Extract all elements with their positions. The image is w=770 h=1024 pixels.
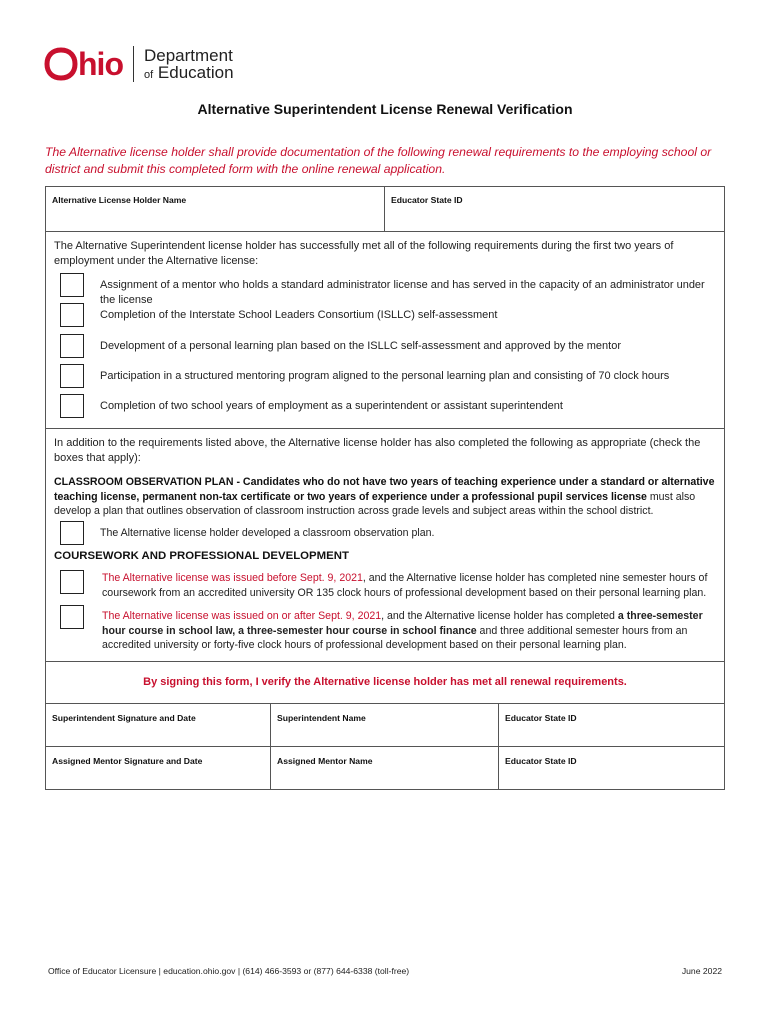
- page-footer: [48, 966, 722, 976]
- ohio-state-outline-icon: [44, 47, 78, 81]
- superintendent-signature-field[interactable]: [46, 704, 271, 746]
- footer-date: June 2022: [681, 966, 722, 976]
- coursework-after-checkbox[interactable]: [60, 605, 84, 629]
- superintendent-educator-id-field[interactable]: [499, 704, 724, 746]
- superintendent-educator-id-label: Educator State ID: [505, 713, 577, 723]
- coursework-before-date: The Alternative license was issued before Sept. 9, 2021: [102, 572, 363, 584]
- requirement-checkbox-plan[interactable]: [60, 334, 84, 358]
- requirements-intro: The Alternative Superintendent license holder has successfully met all of the following requirements during the first two years of employment under the Alternative license:: [54, 240, 674, 267]
- dept-of: of: [143, 69, 154, 81]
- coursework-before-text: [102, 571, 722, 600]
- observation-plan-text: [54, 475, 718, 519]
- department-name: [144, 47, 234, 81]
- coursework-after-date: The Alternative license was issued on or after Sept. 9, 2021: [102, 610, 382, 622]
- observation-plan-rest: must also develop a plan that outlines observation of classroom instruction across grade levels and subject areas within the school district.: [54, 490, 696, 517]
- observation-plan-item: The Alternative license holder developed a classroom observation plan.: [100, 527, 435, 539]
- requirement-checkbox-employment[interactable]: [60, 394, 84, 418]
- coursework-after-text: [102, 609, 722, 653]
- coursework-heading: COURSEWORK AND PROFESSIONAL DEVELOPMENT: [54, 550, 349, 562]
- logo-divider: [133, 46, 134, 82]
- holder-educator-id-field[interactable]: [385, 187, 724, 231]
- holder-educator-id-label: Educator State ID: [391, 195, 463, 205]
- observation-plan-checkbox[interactable]: [60, 521, 84, 545]
- superintendent-signature-row: [46, 704, 724, 747]
- holder-info-row: [46, 187, 724, 232]
- requirement-item-plan: Development of a personal learning plan based on the ISLLC self-assessment and approved by the mentor: [100, 340, 621, 352]
- dept-line-1: Department: [143, 46, 233, 65]
- mentor-educator-id-label: Educator State ID: [505, 756, 577, 766]
- requirement-checkbox-isllc[interactable]: [60, 303, 84, 327]
- observation-plan-heading: CLASSROOM OBSERVATION PLAN - Candidates who do not have two years of teaching experience under a standard or alternative teaching license, permanent non-tax certificate or two years of experience under a professional pupil services license: [54, 476, 715, 503]
- mentor-educator-id-field[interactable]: [499, 747, 724, 790]
- coursework-after-rest: and three additional semester hours from an accredited university or forty-five clock hours of professional development based on their personal learning plan.: [102, 624, 688, 651]
- superintendent-signature-label: Superintendent Signature and Date: [52, 713, 196, 723]
- mentor-name-label: Assigned Mentor Name: [277, 756, 373, 766]
- mentor-signature-label: Assigned Mentor Signature and Date: [52, 756, 203, 766]
- holder-name-label: Alternative License Holder Name: [52, 195, 187, 205]
- dept-education: Education: [157, 63, 234, 82]
- page-header: [44, 44, 234, 84]
- ohio-logo: [44, 47, 123, 81]
- requirement-item-mentor: Assignment of a mentor who holds a standard administrator license and has served in the capacity of an administrator under the license: [100, 279, 705, 306]
- dept-line-2: [144, 64, 234, 81]
- coursework-before-checkbox[interactable]: [60, 570, 84, 594]
- superintendent-name-field[interactable]: [271, 704, 499, 746]
- mentor-signature-field[interactable]: [46, 747, 271, 790]
- coursework-before-rest: , and the Alternative license holder has completed nine semester hours of coursework from an accredited university OR 135 clock hours of professional development based on their personal learning plan.: [102, 572, 708, 599]
- requirement-item-employment: Completion of two school years of employment as a superintendent or assistant superintendent: [100, 400, 563, 412]
- holder-name-field[interactable]: [46, 187, 385, 231]
- logo-wordmark: hio: [78, 46, 123, 82]
- signing-statement: By signing this form, I verify the Alternative license holder has met all renewal requirements.: [46, 662, 724, 704]
- mentor-signature-row: [46, 747, 724, 790]
- page-title: Alternative Superintendent License Renewal Verification: [197, 101, 573, 117]
- additional-intro: In addition to the requirements listed above, the Alternative license holder has also completed the following as appropriate (check the boxes that apply):: [54, 437, 701, 464]
- coursework-after-mid: , and the Alternative license holder has completed: [381, 610, 618, 622]
- requirements-section: [46, 232, 724, 429]
- mentor-name-field[interactable]: [271, 747, 499, 790]
- coursework-after-bold: a three-semester hour course in school law, a three-semester hour course in school finance: [102, 610, 703, 637]
- superintendent-name-label: Superintendent Name: [277, 713, 366, 723]
- additional-requirements-section: [46, 429, 724, 662]
- footer-contact: Office of Educator Licensure | education.ohio.gov | (614) 466-3593 or (877) 644-6338 (toll-free): [48, 966, 410, 976]
- requirement-checkbox-mentoring[interactable]: [60, 364, 84, 388]
- requirement-item-isllc: Completion of the Interstate School Leaders Consortium (ISLLC) self-assessment: [100, 309, 498, 321]
- requirement-item-mentoring: Participation in a structured mentoring program aligned to the personal learning plan and consisting of 70 clock hours: [100, 370, 670, 382]
- verification-form: [45, 186, 725, 790]
- requirement-checkbox-mentor[interactable]: [60, 273, 84, 297]
- intro-instructions: The Alternative license holder shall provide documentation of the following renewal requirements to the employing school or district and submit this completed form with the online renewal application.: [45, 145, 712, 176]
